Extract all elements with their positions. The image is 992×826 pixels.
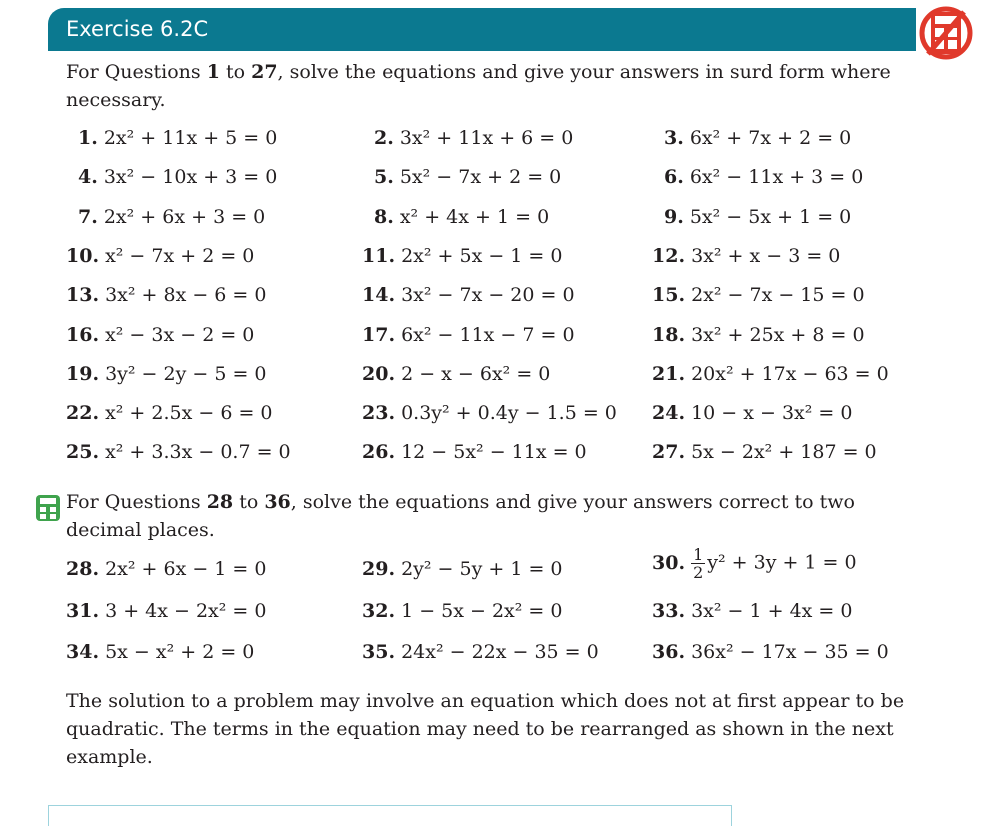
question-item [374, 206, 549, 228]
question-equation: 3x² + 11x + 6 = 0 [399, 127, 574, 149]
question-equation: 2x² + 11x + 5 = 0 [103, 127, 278, 149]
question-number: 10. [66, 244, 100, 267]
question-item [362, 324, 575, 346]
question-equation: 5x − x² + 2 = 0 [105, 641, 255, 663]
question-number: 30. [652, 551, 686, 574]
question-number: 12. [652, 244, 686, 267]
question-item [66, 363, 267, 385]
question-item [66, 441, 291, 463]
question-equation: 3x² + x − 3 = 0 [691, 244, 841, 267]
question-number: 17. [362, 323, 396, 346]
question-number: 16. [66, 323, 100, 346]
question-number: 31. [66, 599, 100, 622]
question-item [652, 600, 852, 622]
question-number: 25. [66, 441, 100, 464]
question-equation: 3x² + 8x − 6 = 0 [105, 284, 267, 307]
question-number: 19. [66, 362, 100, 385]
question-item [652, 441, 877, 463]
question-number: 9. [664, 205, 684, 228]
question-number: 8. [374, 205, 394, 228]
question-equation: 3x² − 7x − 20 = 0 [401, 284, 575, 307]
question-equation: 2x² + 5x − 1 = 0 [401, 244, 563, 267]
question-number: 34. [66, 641, 100, 663]
question-item [362, 600, 562, 622]
question-number: 15. [652, 284, 686, 307]
question-item [652, 363, 889, 385]
question-equation: 3x² − 1 + 4x = 0 [691, 599, 853, 622]
question-number: 28. [66, 558, 100, 580]
question-item [66, 558, 266, 580]
question-item [66, 284, 266, 306]
question-number: 24. [652, 402, 686, 425]
question-number: 7. [78, 205, 98, 228]
question-item [78, 166, 277, 188]
exercise-title: Exercise 6.2C [66, 17, 209, 41]
question-equation: 12 − 5x² − 11x = 0 [401, 441, 587, 464]
question-equation: 2 − x − 6x² = 0 [401, 362, 551, 385]
question-equation: 3x² − 10x + 3 = 0 [103, 166, 278, 189]
question-item [362, 402, 617, 424]
question-item [66, 324, 254, 346]
question-item [362, 284, 575, 306]
question-number: 20. [362, 362, 396, 385]
section2-instructions: For Questions 28 to 36, solve the equations and give your answers correct to two decimal places. [66, 491, 855, 541]
question-item [78, 206, 265, 228]
question-item [664, 127, 851, 149]
question-equation: 2x² + 6x + 3 = 0 [103, 205, 266, 228]
question-item [652, 402, 852, 424]
question-item [652, 284, 865, 306]
section1-instructions: For Questions 1 to 27, solve the equations and give your answers in surd form where necessary. [66, 61, 891, 111]
question-number: 4. [78, 166, 98, 189]
question-equation: 10 − x − 3x² = 0 [691, 402, 853, 425]
question-item [652, 641, 889, 663]
question-item [66, 245, 254, 267]
question-item [362, 245, 562, 267]
question-number: 29. [362, 558, 396, 580]
no-calculator-icon [918, 0, 974, 66]
question-item [652, 546, 857, 581]
question-equation: 2x² − 7x − 15 = 0 [691, 284, 865, 307]
question-equation: 5x − 2x² + 187 = 0 [691, 441, 877, 464]
question-equation: 24x² − 22x − 35 = 0 [401, 641, 599, 663]
question-number: 14. [362, 284, 396, 307]
question-equation: x² − 3x − 2 = 0 [105, 323, 255, 346]
question-item [652, 245, 840, 267]
question-equation: x² + 2.5x − 6 = 0 [105, 402, 273, 425]
question-item [66, 600, 266, 622]
fraction-numerator: 1 [693, 545, 704, 564]
question-number: 35. [362, 641, 396, 663]
question-number: 2. [374, 127, 394, 149]
calculator-icon [35, 494, 61, 522]
example-box [48, 805, 732, 826]
question-item [664, 206, 851, 228]
exercise-header [48, 8, 916, 51]
closing-paragraph: The solution to a problem may involve an equation which does not at first appear to be quadratic. The terms in the equation may need to be rearranged as shown in the next example. [66, 690, 905, 768]
question-item [664, 166, 863, 188]
question-number: 32. [362, 599, 396, 622]
question-number: 11. [362, 244, 396, 267]
question-equation: 3x² + 25x + 8 = 0 [691, 323, 865, 346]
question-equation: 3y² − 2y − 5 = 0 [105, 362, 267, 385]
question-equation: 3 + 4x − 2x² = 0 [105, 599, 267, 622]
question-number: 3. [664, 127, 684, 149]
question-number: 27. [652, 441, 686, 464]
question-equation: 36x² − 17x − 35 = 0 [691, 641, 889, 663]
question-item [362, 641, 599, 663]
question-number: 21. [652, 362, 686, 385]
question-number: 36. [652, 641, 686, 663]
question-equation: x² − 7x + 2 = 0 [105, 244, 255, 267]
question-equation: 0.3y² + 0.4y − 1.5 = 0 [401, 402, 617, 425]
question-number: 18. [652, 323, 686, 346]
question-equation: 5x² − 7x + 2 = 0 [399, 166, 562, 189]
question-equation: y² + 3y + 1 = 0 [707, 551, 857, 574]
question-number: 6. [664, 166, 684, 189]
question-number: 13. [66, 284, 100, 307]
question-equation: 1 − 5x − 2x² = 0 [401, 599, 563, 622]
fraction [691, 546, 705, 581]
question-equation: 5x² − 5x + 1 = 0 [689, 205, 852, 228]
question-number: 22. [66, 402, 100, 425]
question-item [652, 324, 865, 346]
question-equation: 6x² − 11x + 3 = 0 [689, 166, 864, 189]
question-equation: x² + 4x + 1 = 0 [399, 205, 550, 228]
question-item [66, 641, 254, 663]
question-equation: 6x² − 11x − 7 = 0 [401, 323, 575, 346]
question-equation: 20x² + 17x − 63 = 0 [691, 362, 889, 385]
question-item [362, 363, 550, 385]
question-number: 1. [78, 127, 98, 149]
question-equation: 2y² − 5y + 1 = 0 [401, 558, 563, 580]
question-item [362, 558, 563, 580]
question-equation: 6x² + 7x + 2 = 0 [689, 127, 852, 149]
question-equation: x² + 3.3x − 0.7 = 0 [105, 441, 291, 464]
question-item [374, 127, 573, 149]
question-number: 33. [652, 599, 686, 622]
question-item [78, 127, 277, 149]
question-equation: 2x² + 6x − 1 = 0 [105, 558, 267, 580]
question-number: 23. [362, 402, 396, 425]
question-item [362, 441, 587, 463]
question-number: 26. [362, 441, 396, 464]
question-item [374, 166, 561, 188]
question-item [66, 402, 273, 424]
question-number: 5. [374, 166, 394, 189]
fraction-denominator: 2 [693, 563, 704, 582]
